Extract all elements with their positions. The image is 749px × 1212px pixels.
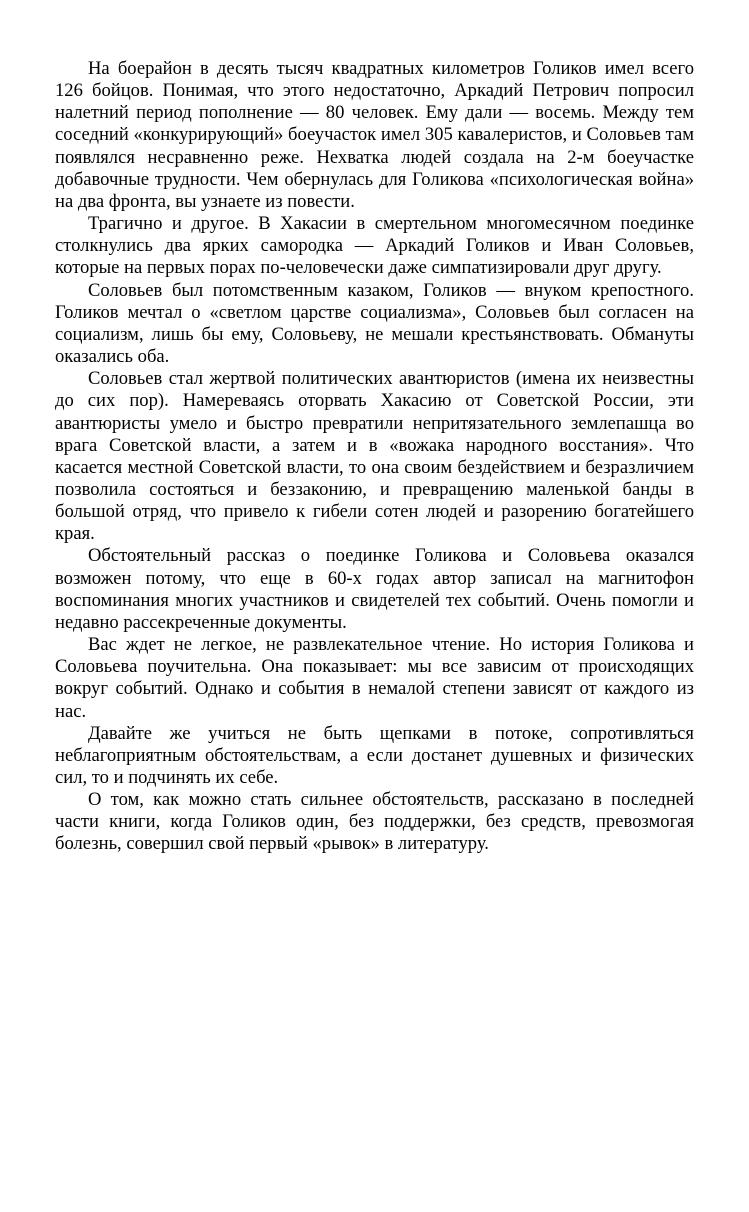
paragraph-4: Соловьев стал жертвой политических авантюристов (имена их неизвестны до сих пор). Намереваясь оторвать Хакасию от Советской России, эти авантюристы умело и быстро превратили непритязательного землепашца во врага Советской власти, а затем и в «вожака народного восстания». Что касается местной Советской власти, то она своим бездействием и безразличием позволила состояться и беззаконию, и превращению маленькой банды в большой отряд, что привело к гибели сотен людей и разорению богатейшего края. (55, 368, 694, 545)
paragraph-5: Обстоятельный рассказ о поединке Голикова и Соловьева оказался возможен потому, что еще в 60-х годах автор записал на магнитофон воспоминания многих участников и свидетелей тех событий. Очень помогли и недавно рассекреченные документы. (55, 545, 694, 633)
paragraph-3: Соловьев был потомственным казаком, Голиков — внуком крепостного. Голиков мечтал о «светлом царстве социализма», Соловьев был согласен на социализм, лишь бы ему, Соловьеву, не мешали крестьянствовать. Обмануты оказались оба. (55, 279, 694, 368)
paragraph-1: На боерайон в десять тысяч квадратных километров Голиков имел всего 126 бойцов. Понимая, что этого недостаточно, Аркадий Петрович попросил налетний период пополнение — 80 человек. Ему дали — восемь. Между тем соседний «конкурирующий» боеучасток имел 305 кавалеристов, и Соловьев там появлялся несравненно реже. Нехватка людей создала на 2-м боеучастке добавочные трудности. Чем обернулась для Голикова «психологическая война» на два фронта, вы узнаете из повести. (55, 58, 694, 212)
paragraph-7: Давайте же учиться не быть щепками в потоке, сопротивляться неблагоприятным обстоятельствам, а если достанет душевных и физических сил, то и подчинять их себе. (55, 722, 694, 788)
document-page (55, 58, 694, 856)
paragraph-2: Трагично и другое. В Хакасии в смертельном многомесячном поединке столкнулись два ярких самородка — Аркадий Голиков и Иван Соловьев, которые на первых порах по-человечески даже симпатизировали друг другу. (55, 213, 694, 279)
paragraph-6: Вас ждет не легкое, не развлекательное чтение. Но история Голикова и Соловьева поучительна. Она показывает: мы все зависим от происходящих вокруг событий. Однако и события в немалой степени зависят от каждого из нас. (55, 634, 694, 722)
paragraph-8: О том, как можно стать сильнее обстоятельств, рассказано в последней части книги, когда Голиков один, без поддержки, без средств, превозмогая болезнь, совершил свой первый «рывок» в литературу. (55, 789, 694, 855)
